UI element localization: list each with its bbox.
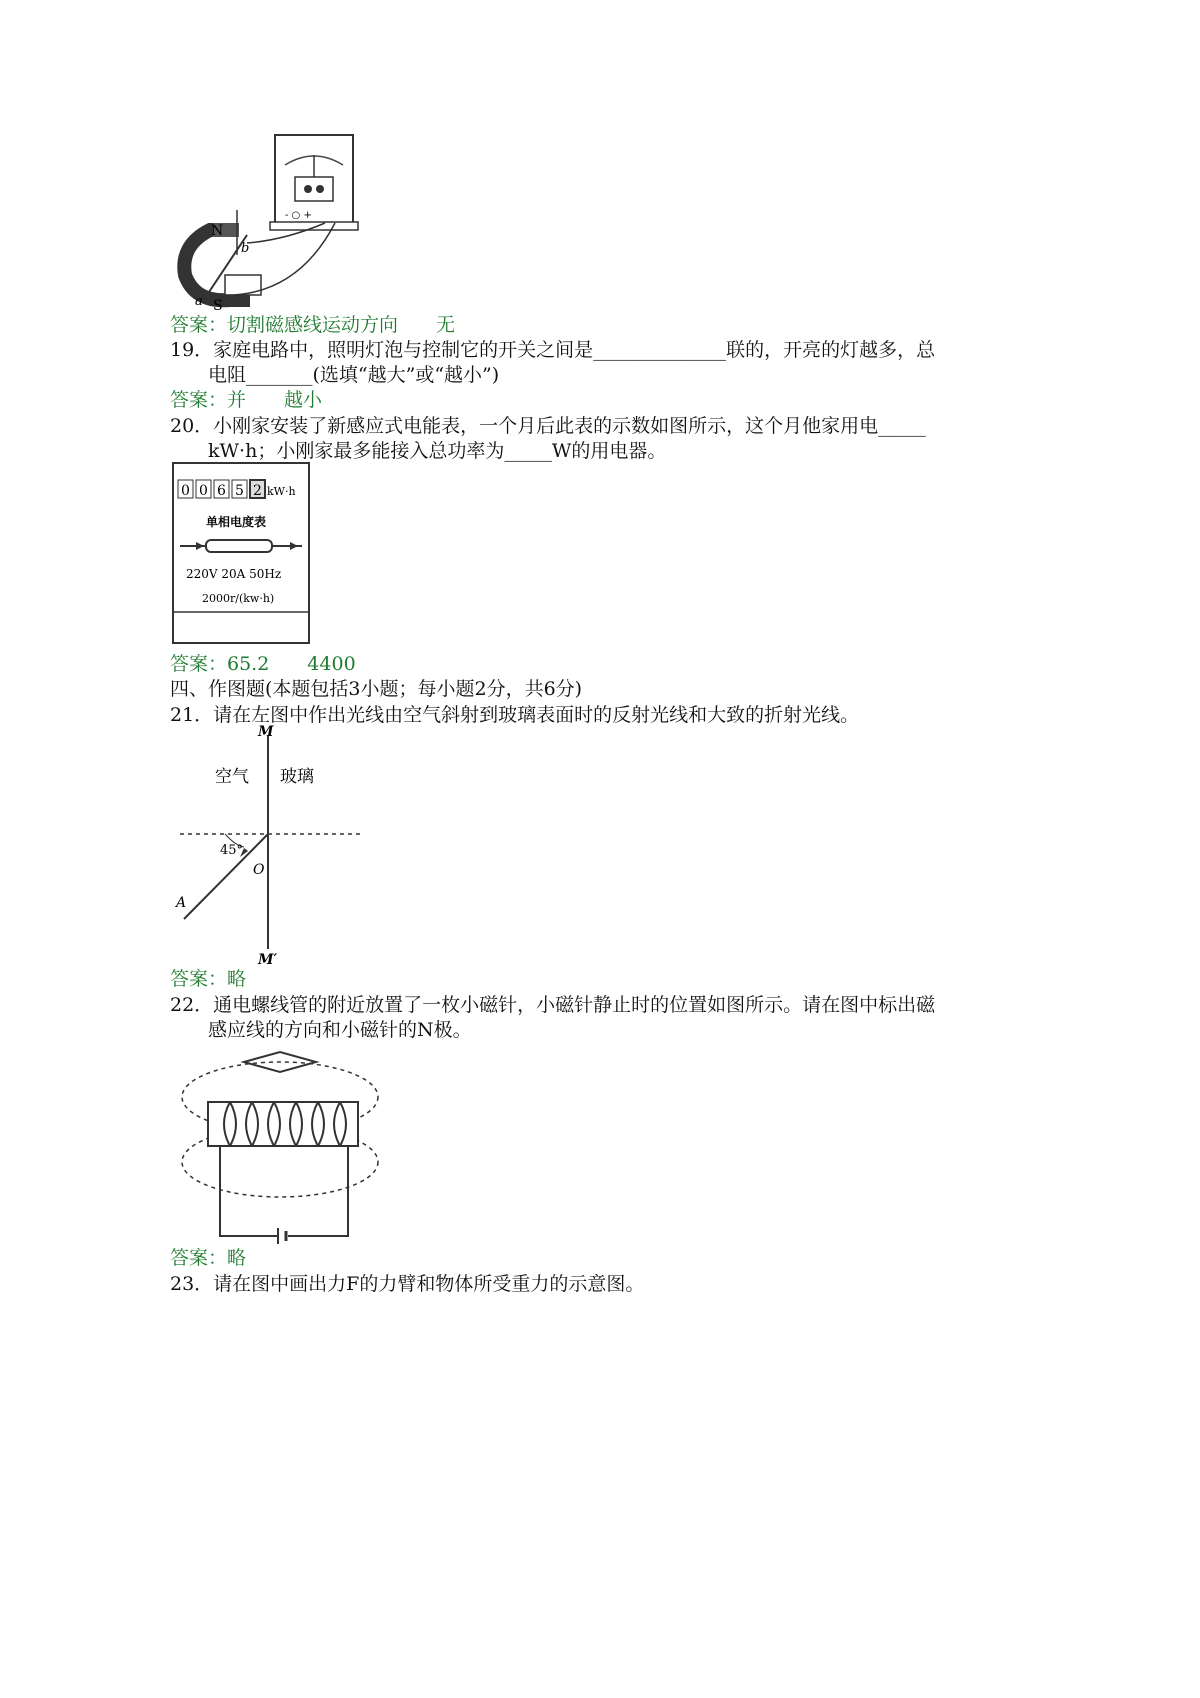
q20-line2: kW·h；小刚家最多能接入总功率为_____W的用电器。 (208, 440, 667, 462)
energy-meter (172, 462, 312, 646)
solenoid-diagram (178, 1042, 388, 1246)
q18-figure (175, 125, 365, 315)
meter-digits (178, 480, 265, 499)
q19-line2: 电阻_______(选填“越大”或“越小”) (208, 364, 500, 386)
meter-digit: 6 (217, 483, 226, 499)
label-b: b (241, 241, 250, 256)
solenoid (208, 1102, 358, 1146)
meter-digit: 0 (199, 483, 208, 499)
q20-line1: 20．小刚家安装了新感应式电能表，一个月后此表的示数如图所示，这个月他家用电_____ (170, 415, 926, 437)
q19-answer: 答案：并 越小 (170, 389, 323, 411)
meter-spec1: 220V 20A 50Hz (186, 567, 282, 581)
label-a: a (195, 294, 203, 309)
meter-digit: 0 (181, 483, 190, 499)
q23-line1: 23．请在图中画出力F的力臂和物体所受重力的示意图。 (170, 1273, 645, 1295)
refraction-diagram (170, 724, 370, 966)
label-glass: 玻璃 (280, 767, 314, 787)
battery-icon (278, 1228, 286, 1244)
q22-answer: 答案：略 (170, 1247, 247, 1269)
q18-answer: 答案：切割磁感线运动方向 无 (170, 314, 456, 336)
label-air: 空气 (215, 767, 249, 787)
meter-digit: 2 (253, 483, 262, 499)
meter-spec2: 2000r/(kw·h) (202, 592, 275, 605)
q21-line1: 21．请在左图中作出光线由空气斜射到玻璃表面时的反射光线和大致的折射光线。 (170, 704, 860, 726)
q19-line1: 19．家庭电路中，照明灯泡与控制它的开关之间是______________联的，开亮的灯越多，总 (170, 339, 936, 361)
label-m-prime: M′ (258, 952, 278, 966)
label-a: A (176, 895, 187, 911)
meter-unit: kW·h (267, 485, 296, 498)
q20-answer: 答案：65.2 4400 (170, 653, 356, 675)
label-o: O (253, 862, 265, 878)
q21-answer: 答案：略 (170, 968, 247, 990)
q22-line2: 感应线的方向和小磁针的N极。 (208, 1019, 472, 1041)
section-4-heading: 四、作图题(本题包括3小题；每小题2分，共6分) (170, 678, 583, 700)
meter-title: 单相电度表 (206, 515, 267, 529)
meter-digit: 5 (235, 483, 244, 499)
circuit-wire (220, 1146, 278, 1236)
svg-text:- ○ +: - ○ + (285, 210, 312, 221)
label-m: M (258, 724, 274, 740)
label-n: N (211, 223, 224, 239)
q22-line1: 22．通电螺线管的附近放置了一枚小磁针，小磁针静止时的位置如图所示。请在图中标出磁 (170, 994, 936, 1016)
label-angle: 45° (220, 843, 244, 858)
label-s: S (213, 298, 223, 314)
